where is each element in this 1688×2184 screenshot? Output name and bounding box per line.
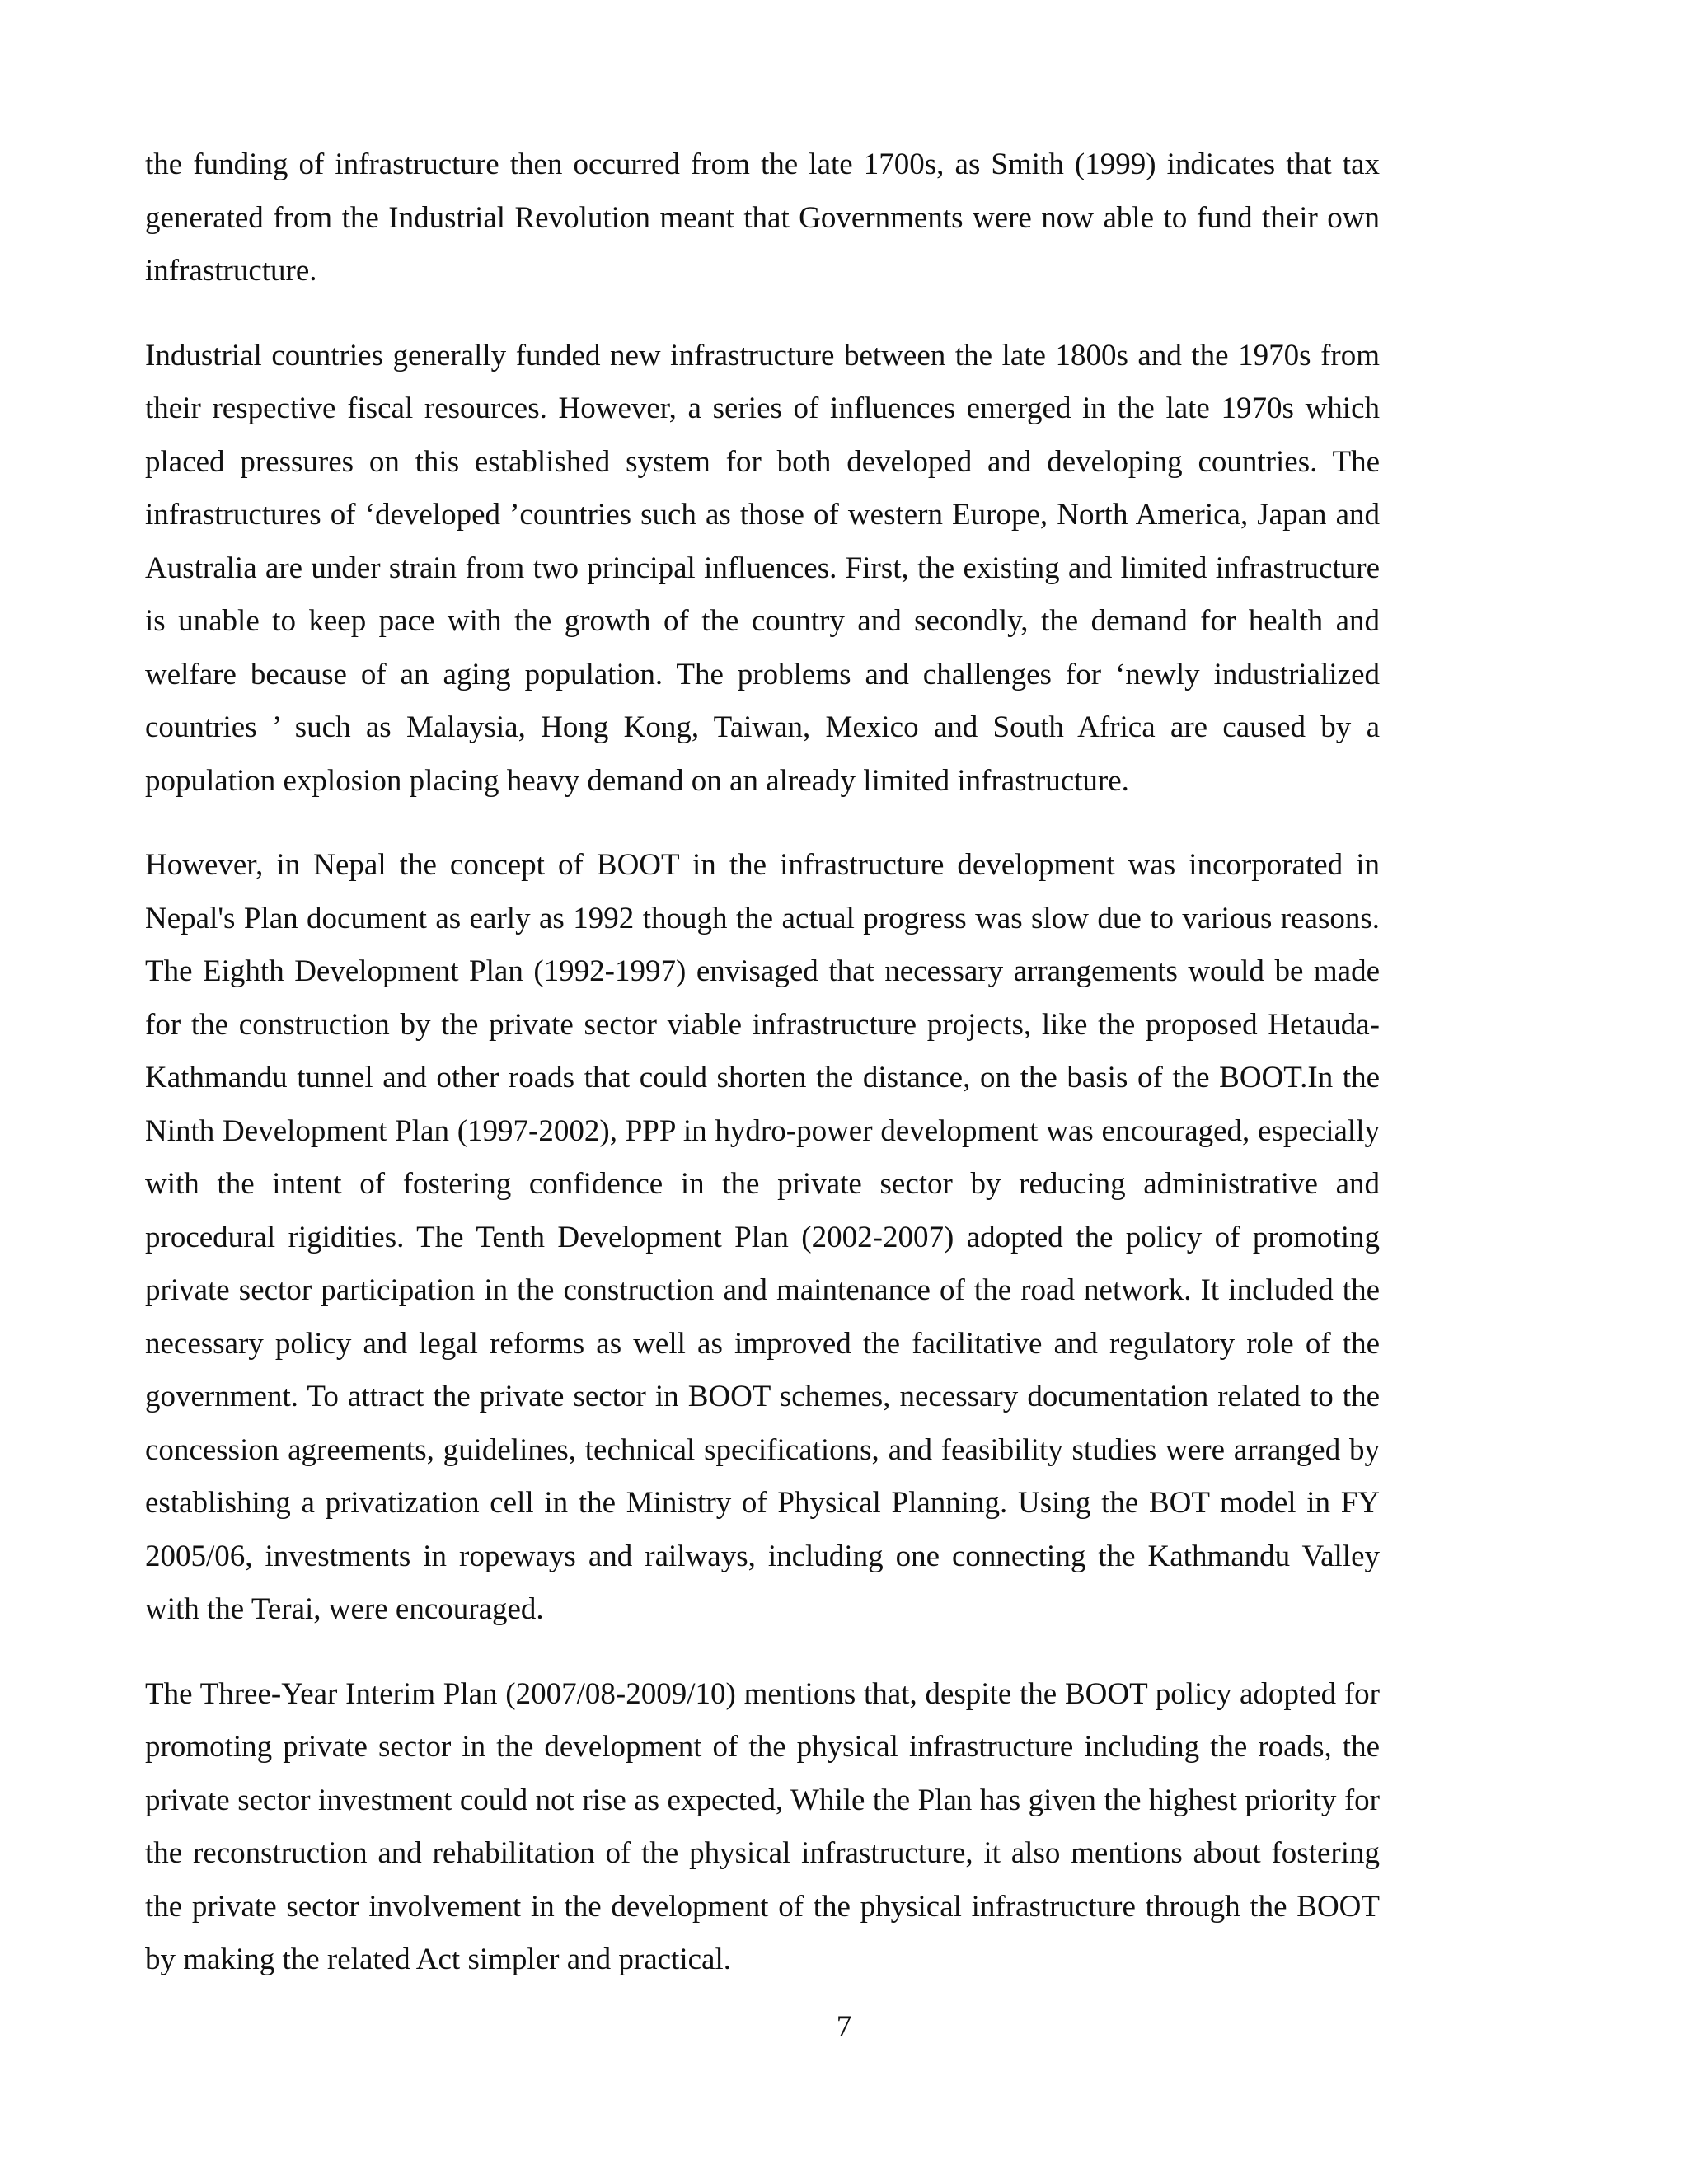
paragraph-interim-plan: The Three-Year Interim Plan (2007/08-2009/10) mentions that, despite the BOOT policy adopted for promoting private sector in the development of the physical infrastructure including the roads, the private sector investment could not rise as expected, While the Plan has given the highest priority for the reconstruction and rehabilitation of the physical infrastructure, it also mentions about fostering the private sector involvement in the development of the physical infrastructure through the BOOT by making the related Act simpler and practical. bbox=[145, 1676, 1380, 1976]
page-number: 7 bbox=[836, 2010, 852, 2044]
paragraph-industrial-countries: Industrial countries generally funded new infrastructure between the late 1800s and the 1970s from their respective fiscal resources. However, a series of influences emerged in the late 1970s which placed pressures on this established system for both developed and developing countries. The infrastructures of ‘developed ’countries such as those of western Europe, North America, Japan and Australia are under strain from two principal influences. First, the existing and limited infrastructure is unable to keep pace with the growth of the country and secondly, the demand for health and welfare because of an aging population. The problems and challenges for ‘newly industrialized countries ’ such as Malaysia, Hong Kong, Taiwan, Mexico and South Africa are caused by a population explosion placing heavy demand on an already limited infrastructure. bbox=[145, 338, 1380, 798]
body-text bbox=[145, 138, 1380, 2018]
paragraph-funding-history: the funding of infrastructure then occurred from the late 1700s, as Smith (1999) indicates that tax generated from the Industrial Revolution meant that Governments were now able to fund their own infrastructure. bbox=[145, 148, 1380, 288]
paragraph-nepal-boot: However, in Nepal the concept of BOOT in the infrastructure development was incorporated in Nepal's Plan document as early as 1992 though the actual progress was slow due to various reasons. The Eighth Development Plan (1992-1997) envisaged that necessary arrangements would be made for the construction by the private sector viable infrastructure projects, like the proposed Hetauda-Kathmandu tunnel and other roads that could shorten the distance, on the basis of the BOOT.In the Ninth Development Plan (1997-2002), PPP in hydro-power development was encouraged, especially with the intent of fostering confidence in the private sector by reducing administrative and procedural rigidities. The Tenth Development Plan (2002-2007) adopted the policy of promoting private sector participation in the construction and maintenance of the road network. It included the necessary policy and legal reforms as well as improved the facilitative and regulatory role of the government. To attract the private sector in BOOT schemes, necessary documentation related to the concession agreements, guidelines, technical specifications, and feasibility studies were arranged by establishing a privatization cell in the Ministry of Physical Planning. Using the BOT model in FY 2005/06, investments in ropeways and railways, including one connecting the Kathmandu Valley with the Terai, were encouraged. bbox=[145, 848, 1380, 1626]
